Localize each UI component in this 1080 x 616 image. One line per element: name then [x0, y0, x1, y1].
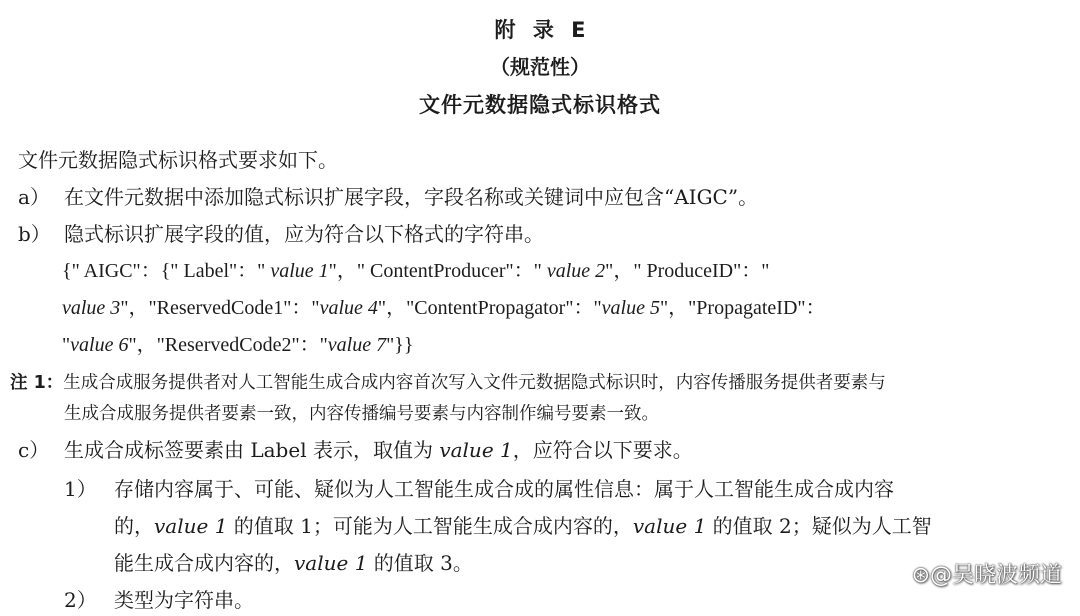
code-segment: "}}: [386, 334, 414, 356]
item-c-text-prefix: 生成合成标签要素由 Label 表示，取值为: [64, 438, 440, 462]
subitem-1-line-2: [114, 513, 932, 539]
watermark: ⊛@吴晓波频道: [911, 563, 1062, 588]
item-b-marker: b）: [18, 222, 51, 246]
text-segment: 的值取 2；疑似为人工智: [706, 514, 932, 538]
item-b-text: 隐式标识扩展字段的值，应为符合以下格式的字符串。: [64, 222, 544, 246]
code-value-7: value 7: [327, 334, 387, 356]
subitem-2-text: 类型为字符串。: [114, 588, 254, 612]
item-c-text-suffix: ，应符合以下要求。: [512, 438, 693, 462]
appendix-heading: 附 录 E: [494, 18, 586, 42]
text-segment: 的值取 1；可能为人工智能生成合成内容的，: [227, 514, 633, 538]
code-value-4: value 4: [319, 297, 378, 319]
code-segment: ": [62, 334, 71, 356]
code-value-1: value 1: [270, 260, 329, 282]
subitem-1-line-1: 存储内容属于、可能、疑似为人工智能生成合成的属性信息：属于人工智能生成合成内容: [114, 477, 894, 501]
code-value-2: value 2: [546, 260, 606, 282]
note-1-line-2: 生成合成服务提供者要素一致，内容传播编号要素与内容制作编号要素一致。: [64, 404, 659, 424]
code-segment: {" AIGC"：{" Label"：": [62, 260, 271, 282]
item-a-marker: a）: [18, 185, 50, 209]
code-segment: "，"ReservedCode1"：": [120, 297, 320, 319]
code-value-6: value 6: [70, 334, 129, 356]
code-segment: "，"ReservedCode2"：": [128, 334, 328, 356]
subitem-2-marker: 2）: [64, 588, 97, 612]
item-c-marker: c）: [18, 438, 50, 462]
item-a-text: 在文件元数据中添加隐式标识扩展字段，字段名称或关键词中应包含“AIGC”。: [64, 185, 759, 209]
code-segment: "，"ContentPropagator"：": [377, 297, 602, 319]
code-segment: "，" ContentProducer"：": [328, 260, 547, 282]
format-code-line-3: [62, 332, 413, 358]
note-label: 注 1：: [10, 373, 64, 393]
text-segment: 能生成合成内容的，: [114, 551, 294, 575]
text-segment: 的值取 3。: [367, 551, 473, 575]
subitem-1-marker: 1）: [64, 477, 97, 501]
code-segment: "，"PropagateID"：: [659, 297, 826, 319]
subitem-1-line-3: [114, 550, 473, 576]
text-segment: 的，: [114, 514, 154, 538]
item-c-text: [64, 437, 693, 463]
intro-paragraph: 文件元数据隐式标识格式要求如下。: [18, 148, 338, 172]
note-text: 生成合成服务提供者对人工智能生成合成内容首次写入文件元数据隐式标识时，内容传播服务提供者要素与: [63, 373, 886, 393]
inline-value: value 1: [632, 514, 707, 538]
normative-label: （规范性）: [490, 55, 590, 79]
item-c-value: value 1: [439, 438, 513, 462]
inline-value: value 1: [294, 551, 368, 575]
section-title: 文件元数据隐式标识格式: [419, 93, 661, 117]
format-code-line-2: [62, 295, 826, 321]
inline-value: value 1: [154, 514, 228, 538]
code-segment: "，" ProduceID"：": [605, 260, 770, 282]
format-code-line-1: [62, 258, 769, 284]
note-1-line-1: [10, 371, 886, 395]
code-value-5: value 5: [601, 297, 660, 319]
code-value-3: value 3: [62, 297, 121, 319]
